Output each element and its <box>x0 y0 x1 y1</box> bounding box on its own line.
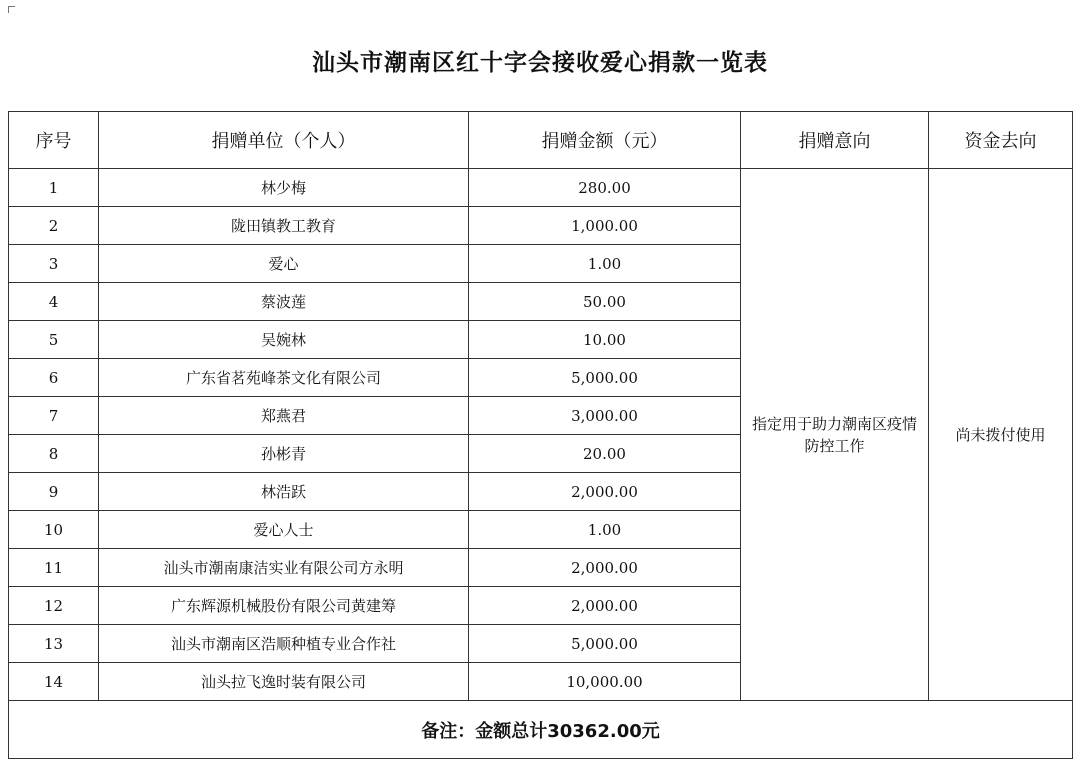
cell-donor: 吴婉林 <box>99 321 469 359</box>
cell-seq: 5 <box>9 321 99 359</box>
cell-amount: 10.00 <box>469 321 741 359</box>
cell-seq: 1 <box>9 169 99 207</box>
cell-amount: 1.00 <box>469 511 741 549</box>
cell-donor: 郑燕君 <box>99 397 469 435</box>
cell-donor: 陇田镇教工教育 <box>99 207 469 245</box>
corner-mark <box>8 6 15 13</box>
cell-seq: 10 <box>9 511 99 549</box>
cell-seq: 7 <box>9 397 99 435</box>
cell-amount: 5,000.00 <box>469 625 741 663</box>
cell-amount: 10,000.00 <box>469 663 741 701</box>
cell-amount: 50.00 <box>469 283 741 321</box>
cell-donor: 蔡波莲 <box>99 283 469 321</box>
donation-table <box>8 111 1073 759</box>
cell-purpose: 指定用于助力潮南区疫情防控工作 <box>741 169 929 701</box>
cell-amount: 2,000.00 <box>469 549 741 587</box>
cell-donor: 广东辉源机械股份有限公司黄建筹 <box>99 587 469 625</box>
cell-seq: 13 <box>9 625 99 663</box>
cell-seq: 2 <box>9 207 99 245</box>
page-title: 汕头市潮南区红十字会接收爱心捐款一览表 <box>312 50 768 76</box>
cell-amount: 1.00 <box>469 245 741 283</box>
cell-donor: 爱心人士 <box>99 511 469 549</box>
total-note: 备注：金额总计30362.00元 <box>9 701 1073 759</box>
cell-donor: 汕头拉飞逸时装有限公司 <box>99 663 469 701</box>
cell-donor: 孙彬青 <box>99 435 469 473</box>
cell-amount: 280.00 <box>469 169 741 207</box>
table-body <box>9 169 1073 759</box>
header-status: 资金去向 <box>929 112 1073 169</box>
cell-seq: 14 <box>9 663 99 701</box>
cell-status: 尚未拨付使用 <box>929 169 1073 701</box>
cell-amount: 2,000.00 <box>469 473 741 511</box>
table-row <box>9 169 1073 207</box>
cell-seq: 8 <box>9 435 99 473</box>
cell-seq: 3 <box>9 245 99 283</box>
cell-amount: 3,000.00 <box>469 397 741 435</box>
header-purpose: 捐赠意向 <box>741 112 929 169</box>
cell-donor: 汕头市潮南区浩顺种植专业合作社 <box>99 625 469 663</box>
cell-seq: 12 <box>9 587 99 625</box>
header-donor: 捐赠单位（个人） <box>99 112 469 169</box>
header-amount: 捐赠金额（元） <box>469 112 741 169</box>
header-row <box>9 112 1073 169</box>
cell-seq: 11 <box>9 549 99 587</box>
cell-seq: 9 <box>9 473 99 511</box>
cell-amount: 20.00 <box>469 435 741 473</box>
cell-seq: 6 <box>9 359 99 397</box>
cell-seq: 4 <box>9 283 99 321</box>
note-row <box>9 701 1073 759</box>
cell-amount: 5,000.00 <box>469 359 741 397</box>
cell-donor: 林少梅 <box>99 169 469 207</box>
cell-donor: 爱心 <box>99 245 469 283</box>
header-seq: 序号 <box>9 112 99 169</box>
cell-donor: 广东省茗苑峰茶文化有限公司 <box>99 359 469 397</box>
cell-amount: 2,000.00 <box>469 587 741 625</box>
cell-amount: 1,000.00 <box>469 207 741 245</box>
cell-donor: 汕头市潮南康洁实业有限公司方永明 <box>99 549 469 587</box>
cell-donor: 林浩跃 <box>99 473 469 511</box>
